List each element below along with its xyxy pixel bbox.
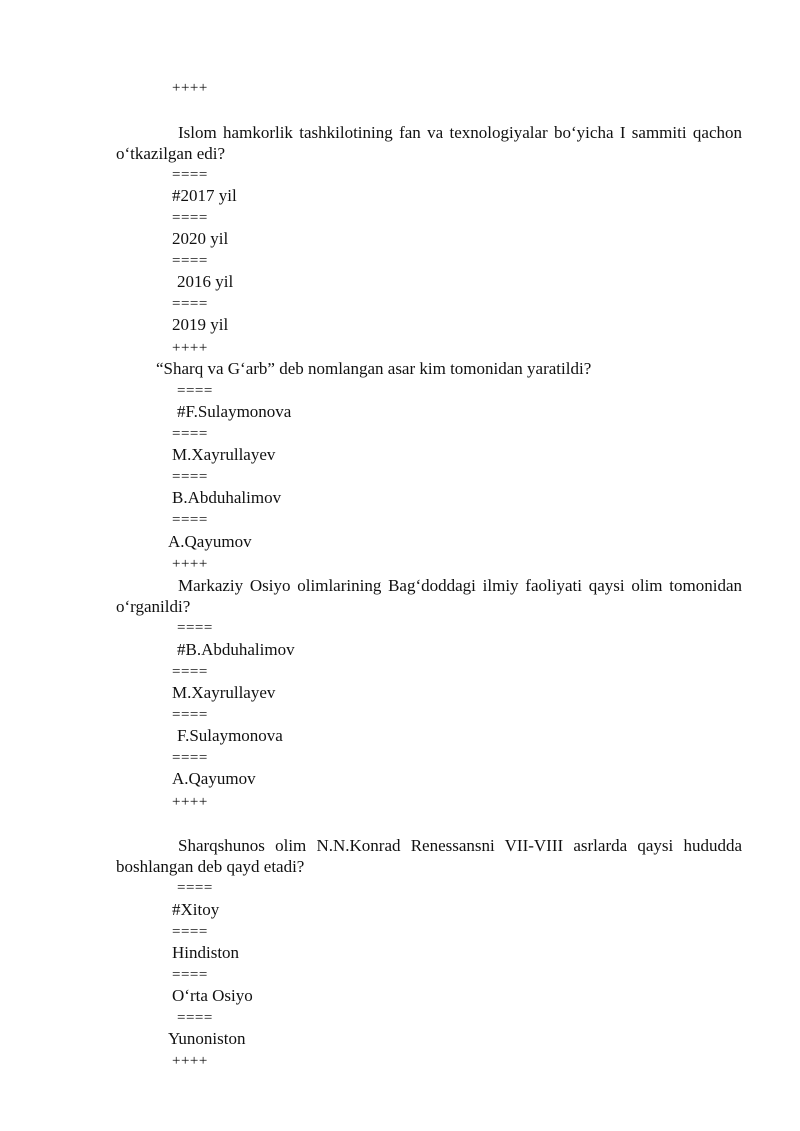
question-text: Islom hamkorlik tashkilotining fan va texnologiyalar bo‘yicha I sammiti qachon o‘tkazilgan edi? <box>116 123 742 163</box>
answer-option: O‘rta Osiyo <box>172 986 253 1005</box>
answer-option-correct: #B.Abduhalimov <box>177 640 295 659</box>
answer-separator: ==== <box>172 924 208 940</box>
question-text: Markaziy Osiyo olimlarining Bag‘doddagi ilmiy faoliyati qaysi olim tomonidan o‘rganildi? <box>116 576 742 616</box>
answer-separator: ==== <box>172 664 208 680</box>
answer-option: M.Xayrullayev <box>172 445 276 464</box>
answer-separator: ==== <box>172 469 208 485</box>
answer-separator: ==== <box>177 880 213 896</box>
answer-option-correct: #2017 yil <box>172 186 237 205</box>
answer-separator: ==== <box>172 296 208 312</box>
answer-separator: ==== <box>172 167 208 183</box>
answer-option-correct: #F.Sulaymonova <box>177 402 292 421</box>
answer-option: 2020 yil <box>172 229 229 248</box>
answer-separator: ==== <box>177 620 213 636</box>
answer-option: A.Qayumov <box>168 532 252 551</box>
answer-separator: ==== <box>177 1010 213 1026</box>
answer-option: 2019 yil <box>172 315 229 334</box>
answer-separator: ==== <box>172 512 208 528</box>
answer-option: 2016 yil <box>177 272 234 291</box>
answer-option: Yunoniston <box>168 1029 246 1048</box>
answer-separator: ==== <box>172 707 208 723</box>
block-separator: ++++ <box>172 1053 208 1069</box>
answer-separator: ==== <box>172 750 208 766</box>
answer-option: B.Abduhalimov <box>172 488 282 507</box>
answer-separator: ==== <box>172 253 208 269</box>
answer-separator: ==== <box>177 383 213 399</box>
answer-option: Hindiston <box>172 943 240 962</box>
answer-option-correct: #Xitoy <box>172 900 220 919</box>
block-separator: ++++ <box>172 794 208 810</box>
answer-separator: ==== <box>172 210 208 226</box>
block-separator: ++++ <box>172 556 208 572</box>
question-text: Sharqshunos olim N.N.Konrad Renessansni VII-VIII asrlarda qaysi hududda boshlangan deb qayd etadi? <box>116 836 742 876</box>
answer-option: M.Xayrullayev <box>172 683 276 702</box>
answer-separator: ==== <box>172 426 208 442</box>
question-text: “Sharq va G‘arb” deb nomlangan asar kim tomonidan yaratildi? <box>156 359 592 378</box>
block-separator: ++++ <box>172 340 208 356</box>
answer-option: A.Qayumov <box>172 769 256 788</box>
answer-separator: ==== <box>172 967 208 983</box>
answer-option: F.Sulaymonova <box>177 726 283 745</box>
block-separator: ++++ <box>172 80 208 96</box>
